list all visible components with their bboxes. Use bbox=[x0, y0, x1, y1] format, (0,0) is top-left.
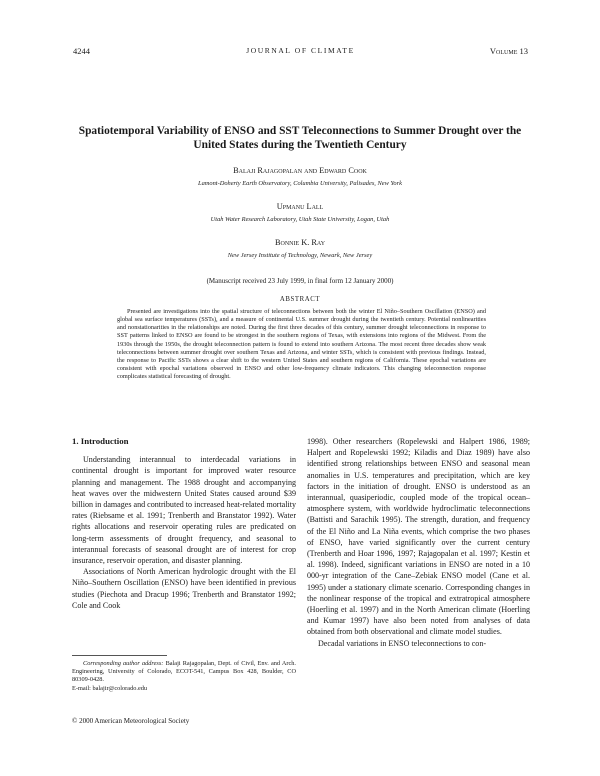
volume-label: Volume 13 bbox=[489, 46, 528, 56]
right-column bbox=[307, 436, 530, 649]
copyright-notice: © 2000 American Meteorological Society bbox=[72, 717, 190, 725]
intro-paragraph-1: Understanding interannual to interdecadal variations in continental drought is important for improved water resource planning and management. The 1988 drought and accompanying heat waves over the midwestern United States caused around $39 billion in damages and contributed to increased heat-related mortality rates (Riebsame et al. 1991; Trenberth and Branstator 1992). Water rights allocations and reservoir operating rules are predicated on long-term assessments of drought frequency, and seasonal to interannual forecasts of seasonal drought are of interest for crop insurance, reservoir operation, and disaster planning. bbox=[72, 455, 296, 566]
author-affiliation: Lamont-Doherty Earth Observatory, Columbia University, Palisades, New York bbox=[198, 180, 402, 187]
paper-title: Spatiotemporal Variability of ENSO and SST Teleconnections to Summer Drought over the United States during the Twentieth Century bbox=[78, 125, 522, 151]
author-names: Upmanu Lall bbox=[276, 202, 324, 211]
manuscript-received: (Manuscript received 23 July 1999, in final form 12 January 2000) bbox=[206, 277, 394, 285]
author-group-2 bbox=[70, 202, 530, 223]
left-column bbox=[72, 436, 296, 611]
footnote-label: Corresponding author address: bbox=[83, 660, 164, 667]
footnote-address: Balaji Rajagopalan, Dept. of Civil, Env. and Arch. Engineering, University of Colorado, ECOT-541, Campus Box 428, Boulder, CO 80309-0428. bbox=[72, 660, 296, 684]
author-affiliation: New Jersey Institute of Technology, Newark, New Jersey bbox=[227, 252, 373, 259]
author-group-1 bbox=[70, 166, 530, 187]
intro-paragraph-3: Decadal variations in ENSO teleconnections to con- bbox=[318, 638, 487, 648]
abstract-heading: ABSTRACT bbox=[279, 296, 321, 303]
intro-paragraph-2: Associations of North American hydrologic drought with the El Niño–Southern Oscillation (ENSO) have been identified in previous studies (Piechota and Dracup 1996; Trenberth and Branstator 1992; Cole and Cook bbox=[72, 567, 296, 610]
running-header bbox=[73, 46, 528, 58]
author-names: Balaji Rajagopalan and Edward Cook bbox=[233, 166, 367, 175]
author-affiliation: Utah Water Research Laboratory, Utah State University, Logan, Utah bbox=[210, 216, 390, 223]
section-heading: 1. Introduction bbox=[72, 436, 129, 446]
corresponding-author-footnote bbox=[72, 660, 296, 693]
journal-name: JOURNAL OF CLIMATE bbox=[246, 46, 355, 55]
author-group-3 bbox=[70, 238, 530, 259]
author-names: Bonnie K. Ray bbox=[274, 238, 326, 247]
footnote-rule bbox=[72, 655, 167, 656]
abstract-text: Presented are investigations into the spatial structure of teleconnections between both the winter El Niño–Southern Oscillation (ENSO) and global sea surface temperatures (SSTs), and a measure of continental U.S. summer drought during the twentieth century. Potential nonlinearities and nonstationarities in the relationships are noted. During the first three decades of this century, summer drought teleconnections in response to SST patterns linked to ENSO are found to be strongest in the southern regions of Texas, with extensions into regions of the Midwest. From the 1930s through the 1950s, the drought teleconnection pattern is found to extend into southern Arizona. The most recent three decades show weak teleconnections between summer drought over southern Texas and Arizona, and winter SSTs, which is consistent with previous findings. Instead, the response to Pacific SSTs shows a clear shift to the western United States and southern regions of California. These epochal variations are consistent with epochal variations observed in ENSO and other low-frequency climate indicators. This changing teleconnection response complicates statistical forecasting of drought. bbox=[117, 308, 486, 381]
page-number: 4244 bbox=[73, 46, 90, 56]
intro-paragraph-2-continued: 1998). Other researchers (Ropelewski and Halpert 1986, 1989; Halpert and Ropelewski 1992; Kiladis and Diaz 1989) have also identified strong relationships between ENSO and seasonal mean anomalies in U.S. temperatures and precipitation, which are key factors in the initiation of drought. ENSO is understood as an interannual, quasiperiodic, coupled mode of the tropical ocean–atmosphere system, with worldwide hydroclimatic teleconnections (Battisti and Sarachik 1995). The strength, duration, and frequency of the El Niño and La Niña events, which comprise the two phases of ENSO, have varied significantly over the current century (Trenberth and Hoar 1996, 1997; Rajagopalan et al. 1997; Kestin et al. 1998). Indeed, significant variations in ENSO are noted in a 10 000-yr integration of the Cane–Zebiak ENSO model (Cane et al. 1995) under a stationary climate scenario. Corresponding changes in the nonlinear response of the tropical and extratropical atmosphere (Hoerling et al. 1997) and in the North American climate (Hoerling and Kumar 1997) have also been noted from analyses of data obtained from both observational and climate model studies. bbox=[307, 437, 530, 637]
footnote-email: E-mail: balajir@colorado.edu bbox=[72, 684, 148, 692]
